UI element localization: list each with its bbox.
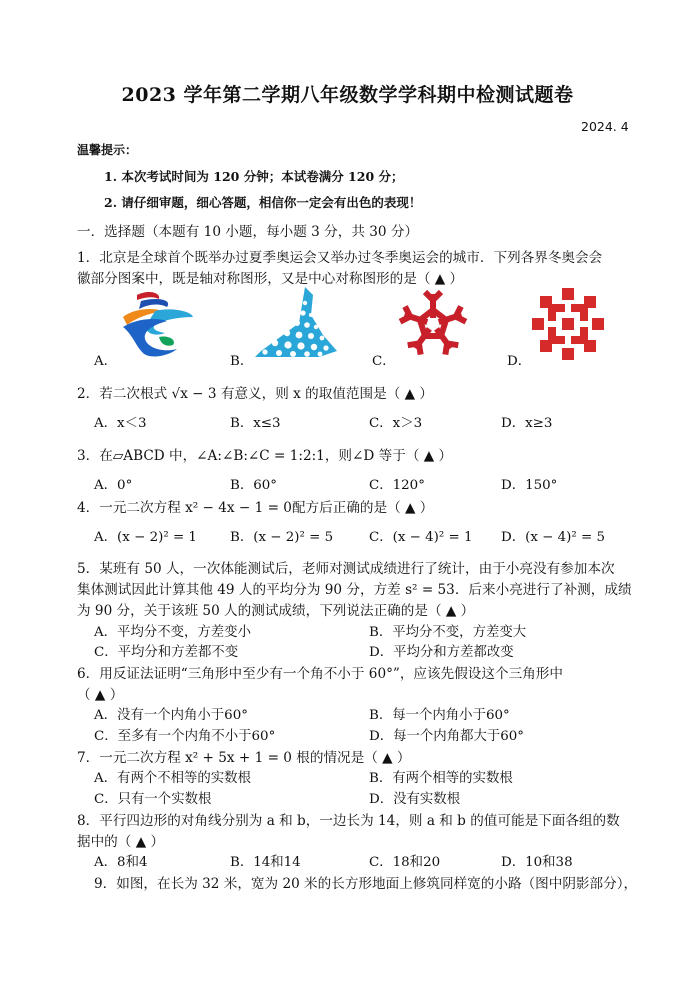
q5-option-c: C．平均分和方差都不变	[94, 645, 239, 660]
question-5-line-3: 为 90 分，关于该班 50 人的测试成绩，下列说法正确的是（ ▲ ）	[77, 603, 475, 619]
question-8-line-2: 据中的（ ▲ ）	[77, 834, 165, 850]
q1-option-c: C．	[372, 354, 396, 369]
q8-option-b: B．14和14	[230, 855, 301, 870]
q4-option-d: D．(x − 4)² = 5	[501, 530, 605, 545]
q7-option-c: C．只有一个实数根	[94, 792, 212, 807]
section-heading: 一．选择题（本题有 10 小题，每小题 3 分，共 30 分）	[77, 224, 419, 240]
tip-item-2: 2. 请仔细审题，细心答题，相信你一定会有出色的表现！	[104, 195, 422, 210]
beijing-2022-emblem-icon	[115, 287, 197, 361]
q3-option-a: A．0°	[94, 478, 133, 493]
q7-option-a: A．有两个不相等的实数根	[94, 771, 251, 786]
q3-option-b: B．60°	[230, 478, 277, 493]
q2-option-c: C．x＞3	[369, 416, 423, 431]
question-8-line-1: 8．平行四边形的对角线分别为 a 和 b，一边长为 14，则 a 和 b 的值可能是下面各组的数	[77, 813, 620, 829]
q3-option-d: D．150°	[501, 478, 558, 493]
question-9-line-1: 9．如图，在长为 32 米，宽为 20 米的长方形地面上修筑同样宽的小路（图中阴影部分），	[94, 876, 638, 892]
q1-option-d: D．	[507, 354, 532, 369]
q6-option-a: A．没有一个内角小于60°	[94, 708, 248, 723]
question-5-line-1: 5．某班有 50 人，一次体能测试后，老师对测试成绩进行了统计，由于小亮没有参加本次	[77, 561, 615, 577]
question-2: 2．若二次根式 √x − 3 有意义，则 x 的取值范围是（ ▲ ）	[77, 386, 433, 402]
question-1-line-2: 徽部分图案中，既是轴对称图形，又是中心对称图形的是（ ▲ ）	[77, 271, 464, 287]
q4-option-b: B．(x − 2)² = 5	[230, 530, 334, 545]
triangle-dot-emblem-icon	[253, 285, 337, 361]
q2-option-a: A．x＜3	[94, 416, 147, 431]
question-4: 4．一元二次方程 x² − 4x − 1 = 0配方后正确的是（ ▲ ）	[77, 500, 434, 516]
q5-option-a: A．平均分不变，方差变小	[94, 625, 251, 640]
q8-option-c: C．18和20	[369, 855, 441, 870]
q1-option-b: B．	[230, 354, 254, 369]
q4-option-a: A．(x − 2)² = 1	[94, 530, 197, 545]
question-1-line-1: 1．北京是全球首个既举办过夏季奥运会又举办过冬季奥运会的城市．下列各界冬奥会会	[77, 250, 603, 266]
q1-option-a: A．	[94, 354, 118, 369]
q3-option-c: C．120°	[369, 478, 425, 493]
question-7: 7．一元二次方程 x² + 5x + 1 = 0 根的情况是（ ▲ ）	[77, 750, 411, 766]
q7-option-b: B．有两个相等的实数根	[369, 771, 513, 786]
question-6-line-2: （ ▲ ）	[77, 687, 124, 703]
q2-option-d: D．x≥3	[501, 416, 553, 431]
q8-option-a: A．8和4	[94, 855, 148, 870]
q4-option-c: C．(x − 4)² = 1	[369, 530, 473, 545]
q8-option-d: D．10和38	[501, 855, 573, 870]
question-5-line-2: 集体测试因此计算其他 49 人的平均分为 90 分，方差 s² = 53．后来小亮进行了补测，成绩	[77, 582, 632, 598]
square-ring-emblem-icon	[530, 286, 606, 362]
question-6-line-1: 6．用反证法证明“三角形中至少有一个角不小于 60°”，应该先假设这个三角形中	[77, 666, 563, 682]
tips-heading: 温馨提示：	[77, 143, 138, 157]
question-3: 3．在▱ABCD 中，∠A:∠B:∠C = 1:2:1，则∠D 等于（ ▲ ）	[77, 448, 453, 464]
q6-option-c: C．至多有一个内角不小于60°	[94, 729, 276, 744]
q7-option-d: D．没有实数根	[369, 792, 461, 807]
snowflake-emblem-icon	[395, 287, 471, 361]
tip-item-1: 1. 本次考试时间为 120 分钟；本试卷满分 120 分；	[104, 169, 404, 184]
q5-option-d: D．平均分和方差都改变	[369, 645, 514, 660]
q6-option-d: D．每一个内角都大于60°	[369, 729, 524, 744]
q2-option-b: B．x≤3	[230, 416, 281, 431]
exam-date: 2024. 4	[581, 119, 629, 134]
page-title: 2023 学年第二学期八年级数学学科期中检测试题卷	[121, 84, 574, 106]
q5-option-b: B．平均分不变，方差变大	[369, 625, 527, 640]
q6-option-b: B．每一个内角小于60°	[369, 708, 510, 723]
